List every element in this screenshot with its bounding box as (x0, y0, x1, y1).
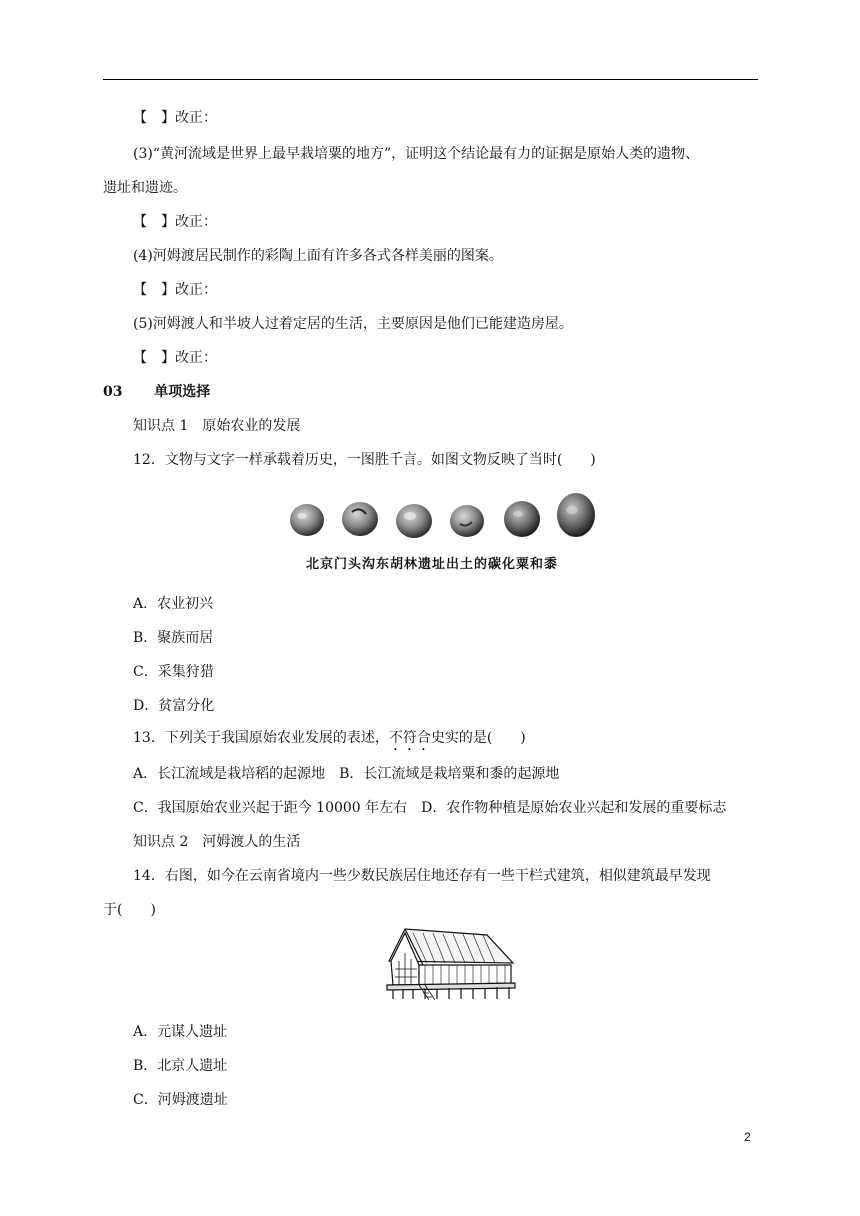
question-13-options-line1: A．长江流域是栽培稻的起源地 B．长江流域是栽培粟和黍的起源地 (133, 766, 560, 782)
question-3-line1: (3)“黄河流域是世界上最早栽培粟的地方”，证明这个结论最有力的证据是原始人类的遗物、 (133, 146, 700, 162)
option-c: C．河姆渡遗址 (133, 1092, 228, 1108)
question-14-line2: 于( ) (103, 902, 156, 918)
section-title: 单项选择 (154, 384, 211, 400)
knowledge-point-1: 知识点 1 原始农业的发展 (133, 418, 301, 434)
option-a: A．农业初兴 (133, 596, 214, 612)
section-number: 03 (103, 384, 123, 400)
question-14-line1: 14．右图，如今在云南省境内一些少数民族居住地还存有一些干栏式建筑，相似建筑最早发现 (133, 868, 711, 884)
correction-line: 【 】改正： (133, 282, 217, 298)
question-13-options-line2: C．我国原始农业兴起于距今 10000 年左右 D．农作物种植是原始农业兴起和发展的重要标志 (133, 800, 727, 816)
correction-line: 【 】改正： (133, 350, 217, 366)
question-4: (4)河姆渡居民制作的彩陶上面有许多各式各样美丽的图案。 (133, 248, 503, 264)
stem-text: 史实的是( ) (430, 730, 526, 746)
knowledge-point-2: 知识点 2 河姆渡人的生活 (133, 834, 301, 850)
carbonized-grains-image (282, 488, 612, 544)
option-b: B．聚族而居 (133, 630, 214, 646)
correction-line: 【 】改正： (133, 214, 217, 230)
stem-text: 13．下列关于我国原始农业发展的表述， (133, 730, 389, 746)
question-13-stem (133, 728, 526, 754)
stilt-house-image (383, 925, 519, 1001)
header-rule (103, 79, 758, 80)
option-c: C．采集狩猎 (133, 664, 214, 680)
option-a: A．元谋人遗址 (133, 1024, 228, 1040)
question-3-line2: 遗址和遗迹。 (103, 180, 187, 196)
option-d: D．贫富分化 (133, 698, 215, 714)
correction-line: 【 】改正： (133, 110, 217, 126)
emphasized-text: 不符合 (388, 730, 431, 746)
option-b: B．北京人遗址 (133, 1058, 228, 1074)
figure-caption: 北京门头沟东胡林遗址出土的碳化粟和黍 (305, 557, 558, 572)
question-12-stem: 12．文物与文字一样承载着历史，一图胜千言。如图文物反映了当时( ) (133, 452, 596, 468)
section-heading (103, 382, 210, 402)
page-number: 2 (744, 1130, 751, 1144)
question-5: (5)河姆渡人和半坡人过着定居的生活，主要原因是他们已能建造房屋。 (133, 316, 573, 332)
